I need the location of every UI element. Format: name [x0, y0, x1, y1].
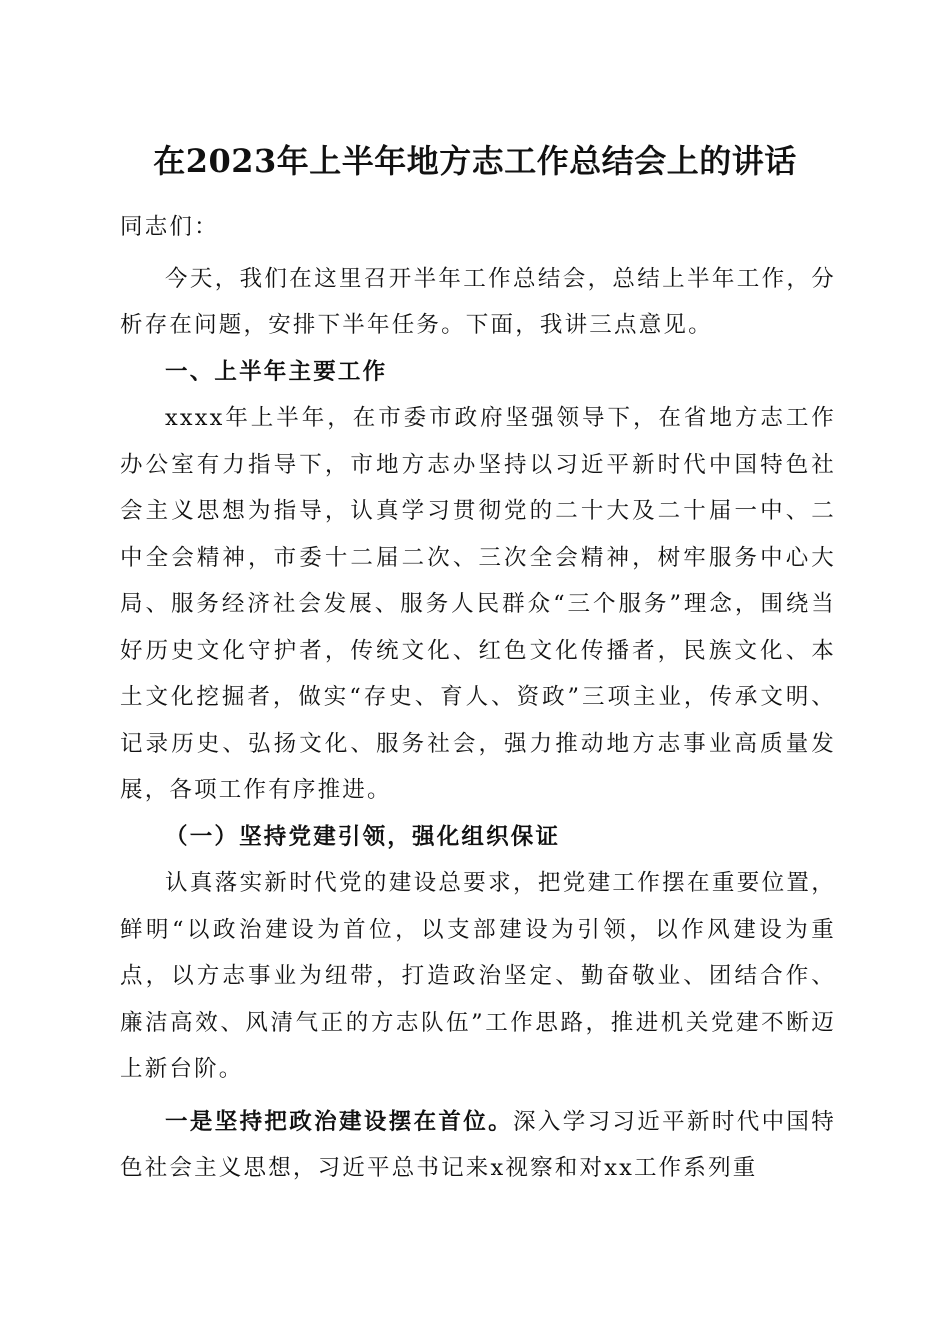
- point-text: 深入学习习近平新时代中国特色社会主义思想，习近平总书记来x视察和对xx工作系列重: [120, 1108, 836, 1181]
- point-paragraph: [120, 1099, 836, 1192]
- subsection-heading: （一）坚持党建引领，强化组织保证: [165, 823, 561, 850]
- intro-paragraph: 今天，我们在这里召开半年工作总结会，总结上半年工作，分析存在问题，安排下半年任务。下面，我讲三点意见。: [120, 265, 836, 338]
- salutation: 同志们：: [120, 214, 219, 240]
- document-body: [120, 204, 836, 1192]
- section-paragraph: xxxx年上半年，在市委市政府坚强领导下，在省地方志工作办公室有力指导下，市地方志办坚持以习近平新时代中国特色社会主义思想为指导，认真学习贯彻党的二十大及二十届一中、二中全会精神，市委十二届二次、三次全会精神，树牢服务中心大局、服务经济社会发展、服务人民群众“三个服务”理念，围绕当好历史文化守护者，传统文化、红色文化传播者，民族文化、本土文化挖掘者，做实“存史、育人、资政”三项主业，传承文明、记录历史、弘扬文化、服务社会，强力推动地方志事业高质量发展，各项工作有序推进。: [120, 405, 836, 803]
- document-title: 在2023年上半年地方志工作总结会上的讲话: [153, 142, 797, 180]
- point-lead: 一是坚持把政治建设摆在首位。: [165, 1108, 513, 1135]
- section-heading: 一、上半年主要工作: [165, 358, 388, 385]
- subsection-paragraph: 认真落实新时代党的建设总要求，把党建工作摆在重要位置，鲜明“以政治建设为首位，以支部建设为引领，以作风建设为重点，以方志事业为纽带，打造政治坚定、勤奋敬业、团结合作、廉洁高效、风清气正的方志队伍”工作思路，推进机关党建不断迈上新台阶。: [120, 870, 836, 1082]
